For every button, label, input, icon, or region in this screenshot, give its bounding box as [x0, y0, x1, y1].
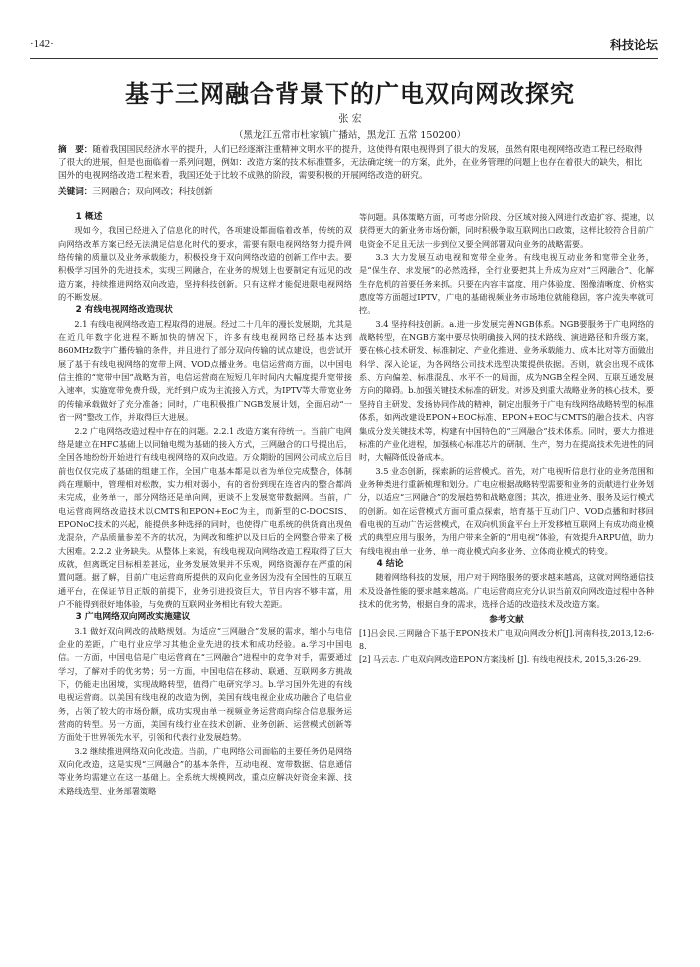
abstract-label: 摘 要：	[58, 145, 93, 155]
body-paragraph: 等问题。具体策略方面，可考虑分阶段、分区域对接入网进行改造扩容、提速，以获得更大的新业务市场份额，同时积极争取互联网出口政策，这样比较符合目前广电资金不足且无法一步到位又要全网部署双向业务的战略需要。	[359, 212, 654, 249]
article-title: 基于三网融合背景下的广电双向网改探究	[125, 80, 575, 108]
body-paragraph: 2.1 有线电视网络改造工程取得的进展。经过二十几年的漫长发展期，尤其是在近几年数字化进程不断加快的情况下，许多有线电视网络已经基本达到860MHz数字广播传输的条件，并且进行了部分双向传输的试点建设，也尝试开展了基于有线电视网络的宽带上网、VOD点播业务。电信运营商方面，以中国电信主推的“宽带中国”战略为首，电信运营商在短短几年时间内大幅度提升宽带接入速率，实施宽带免费升级，光纤到户成为主流接入方式，为IPTV等大带宽业务的传输承载做好了充分准备；同时，广电积极推广NGB发展计划，全面启动“一省一网”整改工作，并取得巨大进展。	[58, 318, 353, 423]
reference-item: [2] 马云志. 广电双向网改造EPON方案浅析 [J]. 有线电视技术, 2015,3:26-29.	[359, 655, 642, 665]
section-heading: 4 结论	[376, 558, 404, 569]
affiliation: （黑龙江五常市杜家镇广播站，黑龙江 五常 150200）	[233, 130, 467, 141]
section-heading: 2 有线电视网络改造现状	[75, 305, 173, 316]
column-name: 科技论坛	[609, 38, 658, 52]
header-rule	[30, 58, 658, 59]
left-column	[58, 211, 352, 798]
keywords	[58, 186, 648, 199]
body-paragraph: 现如今，我国已经进入了信息化的时代，各项建设都面临着改革，传统的双向网络改革方案已经无法满足信息化时代的要求，需要有限电视网络努力提升网络传输的质量以及业务承载能力，积极投身于双向网络改造的创新工作中去。要积极学习国外的先进技术，实现三网融合，在业务的规划上也要制定有远见的改造方案，持续推进网络双向改造，坚持科技创新。只有这样才能促进限电视网络的不断发展。	[58, 225, 352, 303]
body-paragraph: 3.4 坚持科技创新。a.进一步发展完善NGB体系。NGB要服务于广电网络的战略转型，在NGB方案中要尽快明确接入网的技术路线、演进路径和升级方案，要在核心技术研发、标准制定、产业化推进、业务承载能力、成本比对等方面做出科学、深入论证，为各网络公司技术选型决策提供依据。否则，就会出现不成体系、方向偏差、标准混乱、水平不一的局面，成为NGB全程全网、互联互通发展方向的障碍。b.加强关键技术标准的研发。对涉及到重大战略业务的核心技术，要坚持自主研发、发扬协同作战的精神，制定出服务于广电有线网络战略转型的标准体系，如两改建设EPON+EOC标准、EPON+EOC与CMTS的融合技术、内容集成分发关键技术等，构建有中国特色的“三网融合”技术体系。同时，要大力推进标准的产业化进程，加强核心标准芯片的研制、生产，努力在提高技术先进性的同时，大幅降低设备成本。	[359, 318, 654, 463]
references-heading: 参考文献	[489, 615, 524, 626]
abstract-text: 随着我国国民经济水平的提升，人们已经逐渐注重精神文明水平的提升，这使得有限电视得到了很大的发展，虽然有限电视网络改造工程已经取得了很大的进展，但是也面临着一系列问题，例如：改造方案的技术标准暨多，无法确定统一的方案，此外，在业务管理的问题上也存在着很大的缺失，相比国外的电视网络改造工程来看，我国还处于比较不成熟的阶段，需要积极的开展网络改造的研究。	[58, 145, 643, 182]
running-header	[30, 36, 658, 56]
reference-item: [1]吕会民.三网融合下基于EPON技术广电双向网改分析[J].河南科技,2013,12:6-8.	[359, 629, 654, 652]
section-heading: 1 概述	[75, 212, 103, 222]
body-paragraph: 3.1 做好双向网改的战略规划。为适应“三网融合”发展的需求，缩小与电信企业的差距，广电行业应学习其他企业先进的技术和成功经验。a.学习中国电信。一方面，中国电信是广电运营商在“三网融合”进程中的竞争对手，需要通过学习，了解对手的优劣势；另一方面，中国电信在移动、联通、互联网多方挑战下，仍能走出困境，实现战略转型，值得广电研究学习。b.学习国外先进的有线电视运营商。以美国有线电视的改造为例，美国有线电视企业成功融合了电信业务，占领了较大的市场份额，成功实现由单一视频业务运营商向综合信息服务运营商的转型。另一方面，美国有线行业在技术创新、业务创新、运营模式创新等方面处于世界领先水平，引领和代表行业发展趋势。	[58, 625, 352, 743]
body-paragraph: 2.2 广电网络改造过程中存在的问题。2.2.1 改造方案有待统一。当前广电网络是建立在HFC基础上以同轴电缆为基础的接入方式，三网融合的口号提出后，全国各地纷纷开始进行有线电视网络的双向改造。万众期盼的国网公司成立后目前也仅仅完成了基础的组建工作，全国广电基本都是以省为单位完成整合，体制尚在理顺中，管理相对松散，实力相对弱小，有的省份到现在连省内的整合都尚未完成，业务单一，部分网络还是单向网，更谈不上发展宽带数据网。当前，广电运营商网络改造技术以CMTS和EPON+EoC为主，而新型的C-DOCSIS、EPONoC技术的兴起，能提供多种选择的同时，也使得广电系统的供货商出现鱼龙混杂，产品质量参差不齐的状况，为网改和维护以及日后的全网整合带来了极大困难。2.2.2 业务缺失。从整体上来说，有线电视双向网络改造工程取得了巨大成就，但离既定目标相差甚远，业务发展效果并不乐观，网络资源存在严重的闲置问题。据了解，目前广电运营商所提供的双向化业务因为没有全国性的互联互通平台，在保证节目正版的前提下，业务引进投资巨大，节目内容不够丰富，用户不能得到很好地体验，与免费的互联网业务相比有较大差距。	[58, 425, 352, 609]
page-number: ·142·	[30, 38, 54, 50]
body-paragraph: 3.5 业态创新，探索新的运营模式。首先，对广电视听信息行业的业务范围和业务种类进行重新梳理和划分。广电应根据战略转型需要和业务的贡献进行业务划分，以适应“三网融合”的发展趋势和战略意图；其次，推进业务、服务及运行模式的创新。如在运营模式方面可重点探索，培育基于互动门户、VOD点播和时移回看电视的互动广告运营模式，在双向机顶盒平台上开发移植互联网上有成功商业模式的典型应用与服务，为用户带来全新的“用电视”体验，有效提升ARPU值，助力有线电视由单一业务、单一商业模式向多业务、立体商业模式的转变。	[359, 465, 654, 556]
author: 张 宏	[338, 114, 362, 125]
keywords-label: 关键词：	[58, 187, 93, 197]
body-paragraph: 3.2 继续推进网络双向化改造。当前，广电网络公司面临的主要任务仍是网络双向化改造，这是实现“三网融合”的基本条件，互动电视、宽带数据、信息通信等业务均需建立在这一基础上。全系统大规模网改，重点应解决好资金来源、技术路线选型、业务部署策略	[58, 745, 353, 796]
abstract	[58, 144, 648, 184]
body-paragraph: 随着网络科技的发展，用户对于网络服务的要求越来越高，这就对网络通信技术及设备性能的要求越来越高。广电运营商应充分认识当前双向网改造过程中各种技术的优劣势，根据自身的需求，选择合适的改造技术及改造方案。	[359, 572, 654, 609]
body-paragraph: 3.3 大力发展互动电视和宽带全业务。有线电视互动业务和宽带全业务，是“保生存、求发展”的必然选择，全行业要把其上升成为应对“三网融合”、化解生存危机的首要任务来抓。只要在内容丰富度、用户体验度、图像清晰度、价格实惠度等方面超过IPTV，广电的基础视频业务市场地位就能稳固，客户流失率就可控。	[359, 252, 654, 316]
section-heading: 3 广电网络双向网改实施建议	[75, 612, 191, 623]
keywords-text: 三网融合；双向网改；科技创新	[92, 187, 213, 197]
right-column	[359, 211, 654, 666]
